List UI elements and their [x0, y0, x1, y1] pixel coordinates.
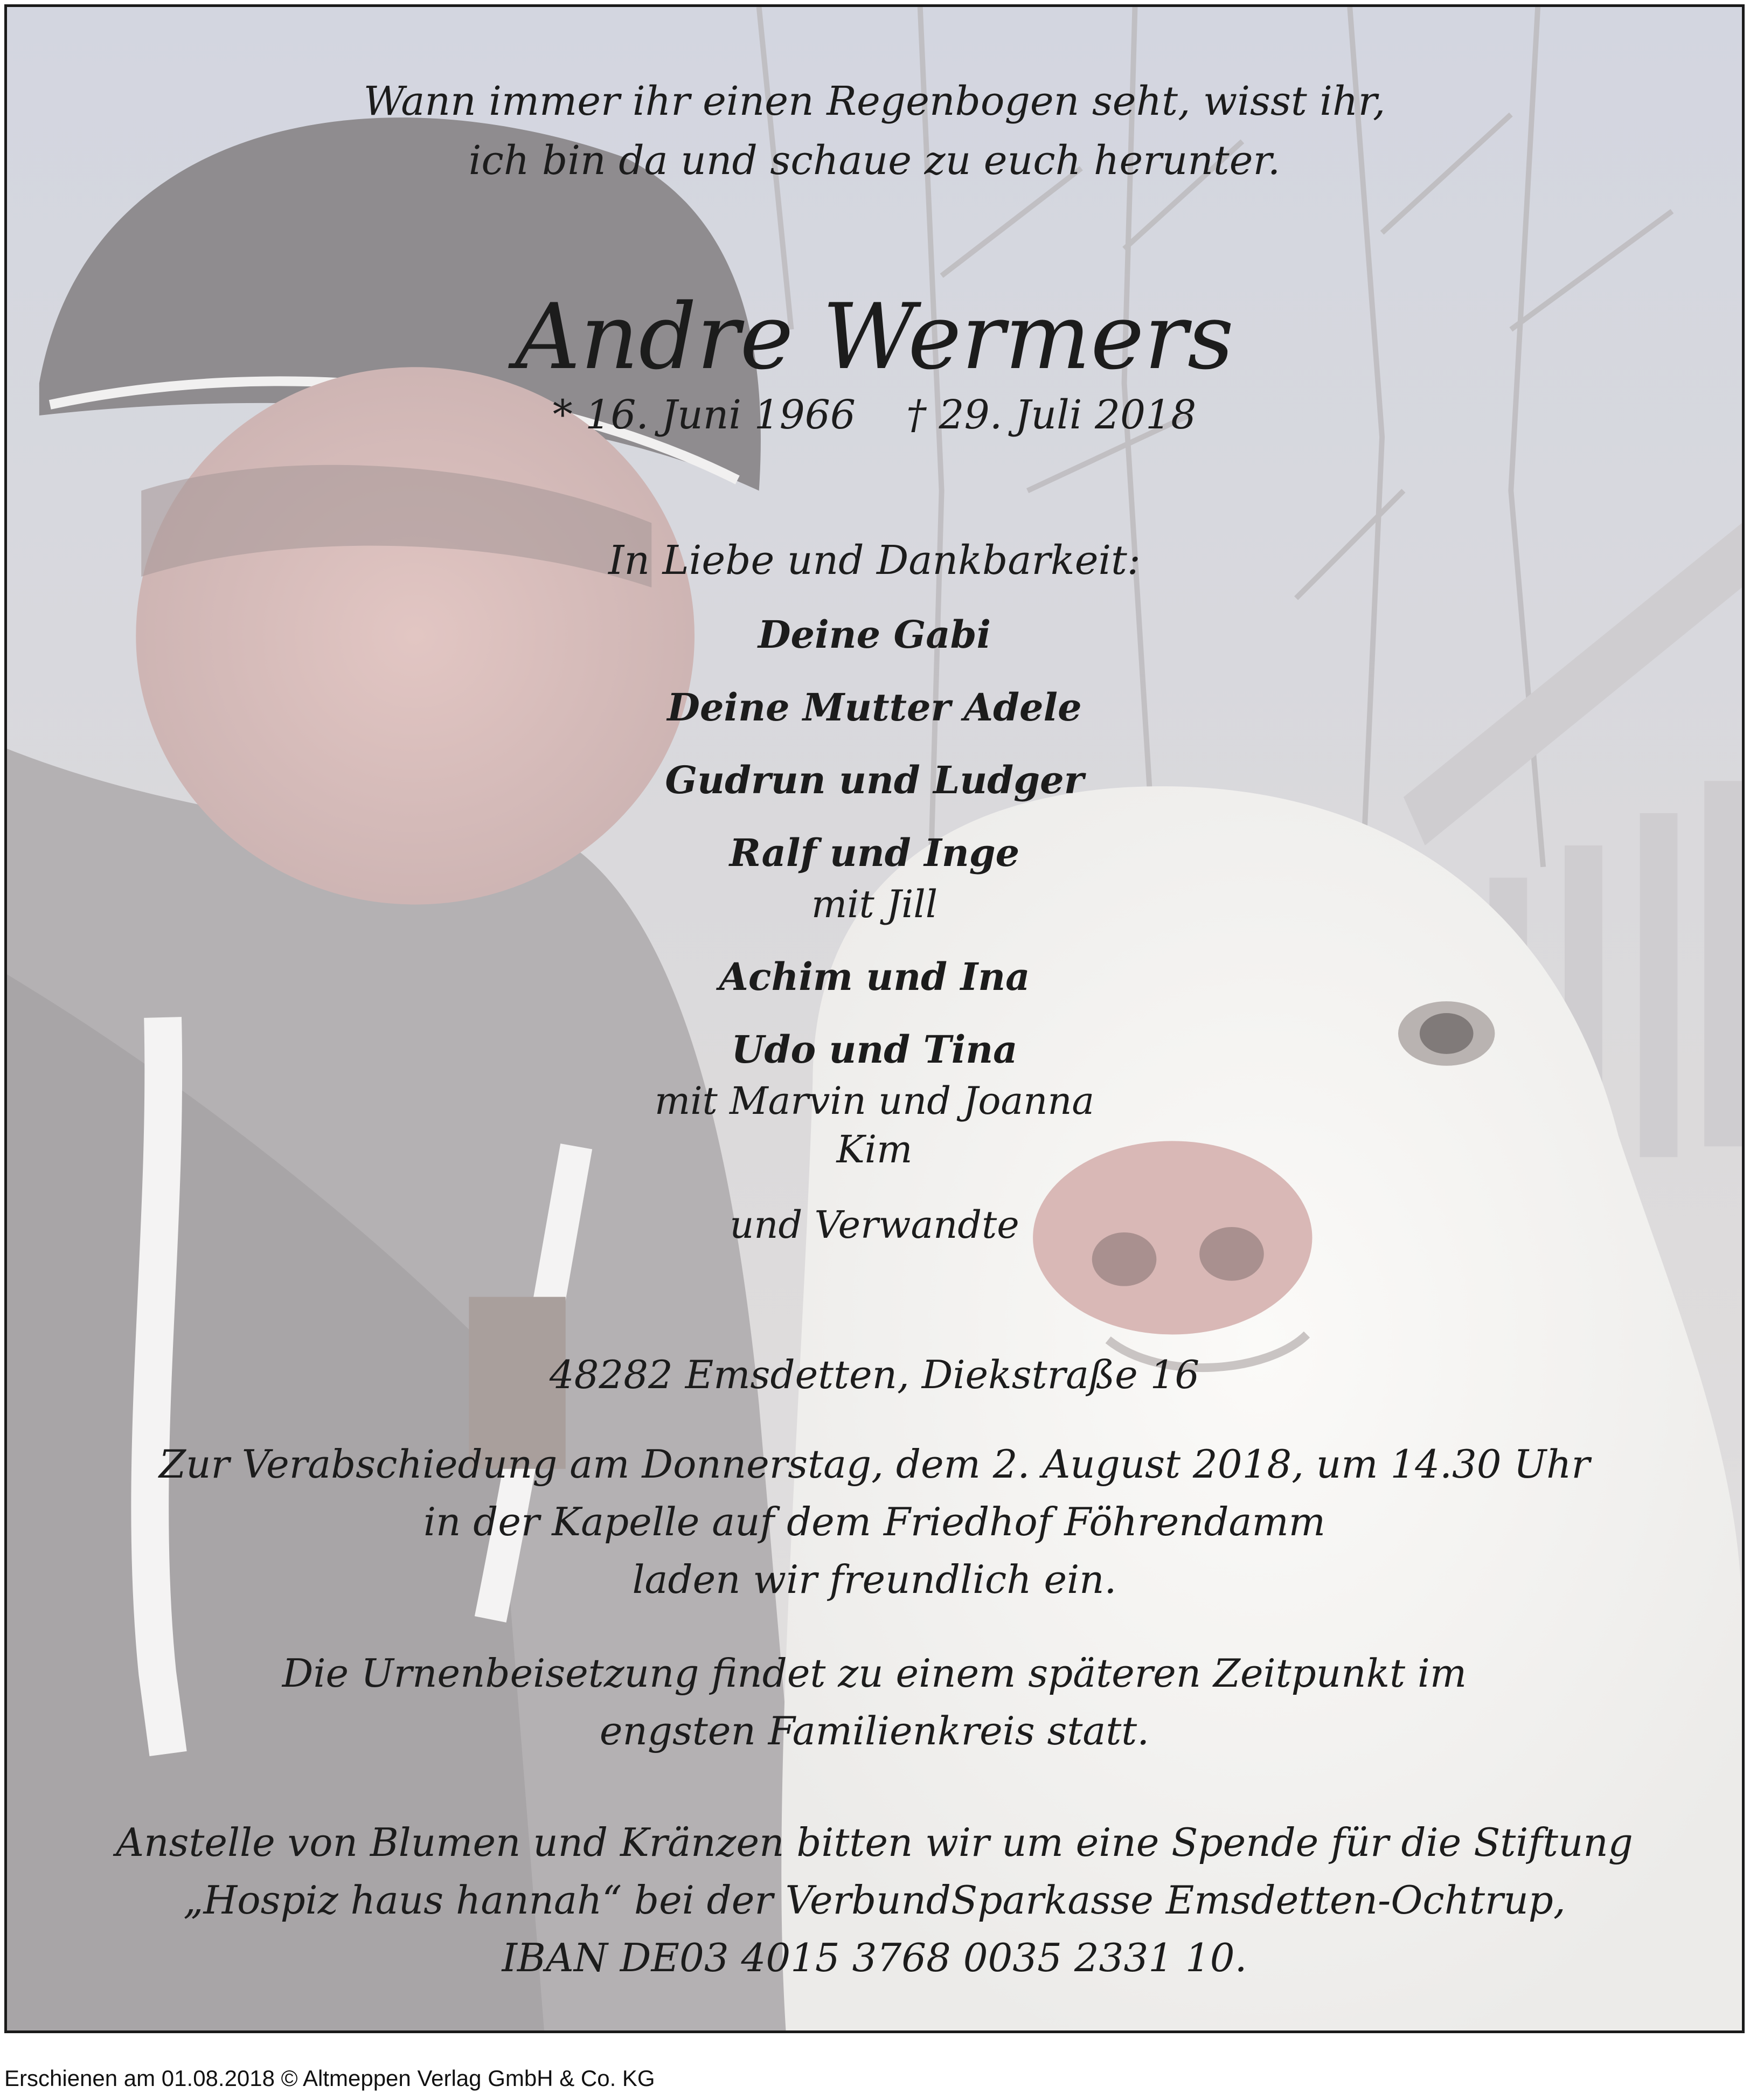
farewell-line-3: laden wir freundlich ein. — [632, 1557, 1117, 1602]
mourner-name: Achim und Ina — [719, 954, 1030, 999]
donation-line-3: IBAN DE03 4015 3768 0035 2331 10. — [502, 1935, 1247, 1980]
publication-footer: Erschienen am 01.08.2018 © Altmeppen Verlag GmbH & Co. KG — [4, 2066, 655, 2091]
notice-text — [7, 7, 1742, 2030]
mourner-name: Deine Mutter Adele — [667, 685, 1082, 730]
quote-line-1: Wann immer ihr einen Regenbogen seht, wisst ihr, — [363, 78, 1386, 124]
burial-line-2: engsten Familienkreis statt. — [599, 1708, 1150, 1754]
farewell-line-2: in der Kapelle auf dem Friedhof Föhrendamm — [423, 1499, 1325, 1544]
life-dates: * 16. Juni 1966 † 29. Juli 2018 — [552, 392, 1197, 438]
mourner-subline: mit Marvin und Joanna — [654, 1079, 1095, 1123]
farewell-line-1: Zur Verabschiedung am Donnerstag, dem 2. August 2018, um 14.30 Uhr — [159, 1441, 1590, 1487]
mourner-name: Udo und Tina — [731, 1027, 1018, 1072]
mourners-intro: In Liebe und Dankbarkeit: — [608, 537, 1141, 584]
address: 48282 Emsdetten, Diekstraße 16 — [549, 1352, 1200, 1397]
quote-line-2: ich bin da und schaue zu euch herunter. — [468, 137, 1281, 184]
burial-line-1: Die Urnenbeisetzung findet zu einem späteren Zeitpunkt im — [282, 1651, 1467, 1696]
donation-line-2: „Hospiz haus hannah“ bei der VerbundSparkasse Emsdetten-Ochtrup, — [183, 1877, 1566, 1923]
mourner-subline: mit Jill — [811, 882, 938, 926]
mourner-name: Ralf und Inge — [729, 830, 1020, 875]
mourner-name: Deine Gabi — [758, 612, 991, 657]
mourner-name: Gudrun und Ludger — [665, 758, 1084, 802]
donation-line-1: Anstelle von Blumen und Kränzen bitten wir um eine Spende für die Stiftung — [116, 1820, 1633, 1865]
deceased-name: Andre Wermers — [515, 284, 1234, 390]
obituary-notice — [4, 4, 1745, 2033]
mourner-subline: und Verwandte — [730, 1203, 1019, 1247]
mourner-subline: Kim — [836, 1127, 913, 1172]
